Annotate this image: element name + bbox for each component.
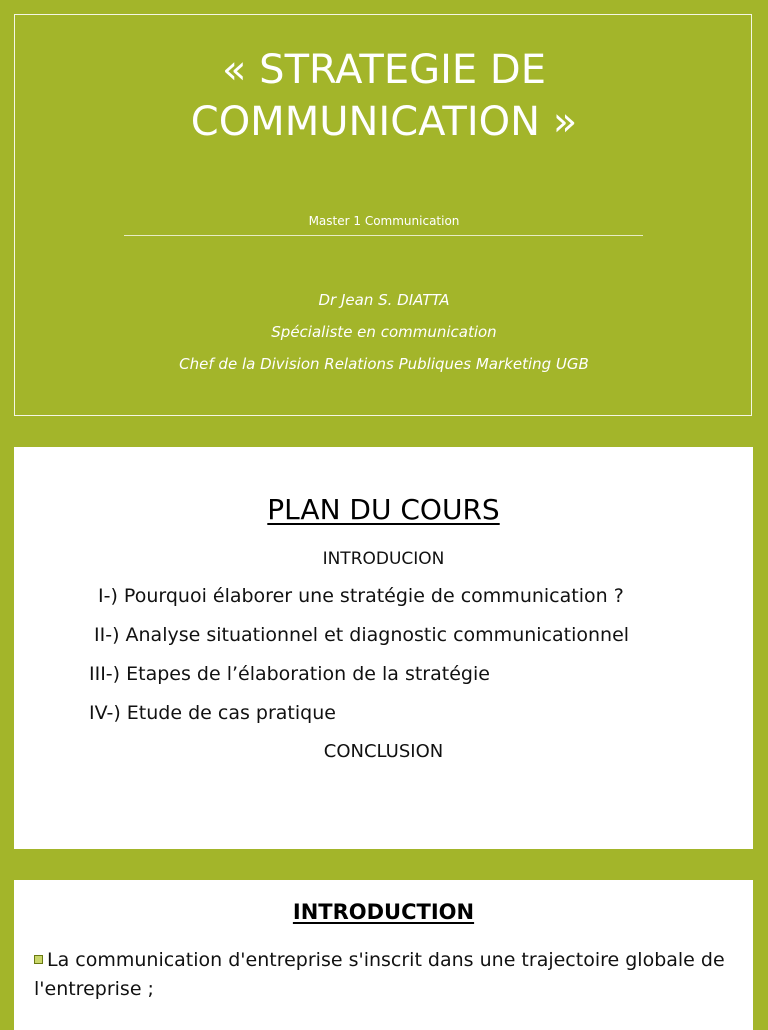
introduction-slide [14,880,753,1030]
plan-title [14,493,753,526]
presentation-title [0,44,768,148]
square-bullet-icon [34,955,43,964]
bullet-paragraph [34,946,746,1004]
divider-line [124,235,643,236]
course-subtitle: Master 1 Communication [308,214,460,228]
author-name: Dr Jean S. DIATTA [318,291,450,309]
plan-item-3: III-) Etapes de l’élaboration de la stratégie [89,663,490,685]
plan-introduction: INTRODUCION [322,549,445,569]
introduction-title-text: INTRODUCTION [292,900,475,924]
author-role: Spécialiste en communication [271,323,497,341]
title-line-2: COMMUNICATION » [190,99,578,145]
title-slide [0,0,768,432]
plan-conclusion: CONCLUSION [323,741,444,762]
plan-item-4: IV-) Etude de cas pratique [89,702,336,724]
plan-item-1: I-) Pourquoi élaborer une stratégie de communication ? [98,585,624,607]
introduction-title [14,900,753,924]
plan-item-2: II-) Analyse situationnel et diagnostic communicationnel [94,624,630,646]
bullet-text: La communication d'entreprise s'inscrit dans une trajectoire globale de l'entreprise ; [34,949,725,1000]
title-line-1: « STRATEGIE DE [221,47,546,93]
plan-title-text: PLAN DU COURS [267,493,500,526]
course-plan-slide [14,447,753,849]
author-position: Chef de la Division Relations Publiques Marketing UGB [179,355,589,373]
